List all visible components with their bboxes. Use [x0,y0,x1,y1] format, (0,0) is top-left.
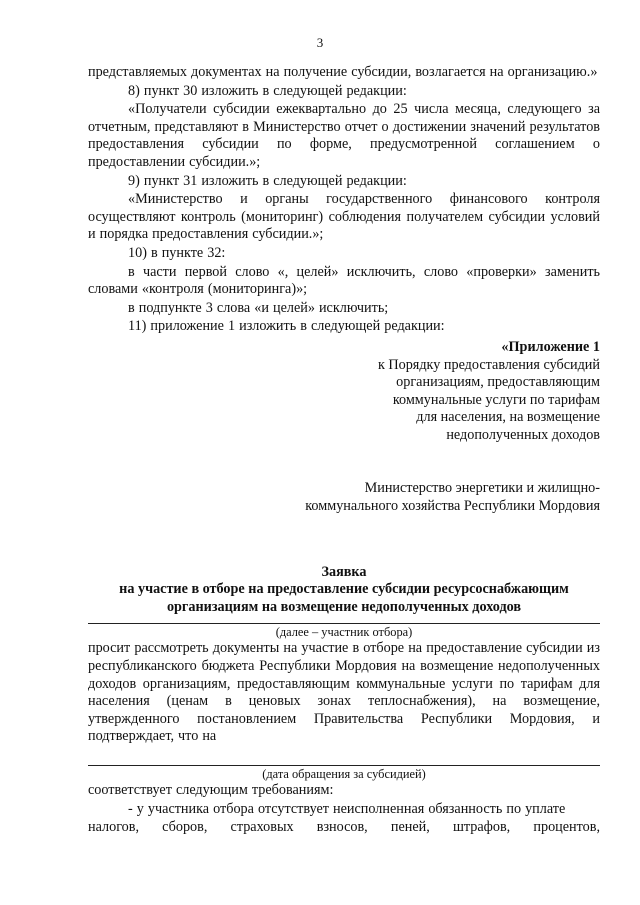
appendix-line: к Порядку предоставления субсидий [377,356,600,373]
appendix-heading: «Приложение 1 [501,338,600,355]
ministry-line: коммунального хозяйства Республики Мордовия [305,498,600,515]
paragraph-continuation: представляемых документах на получение субсидии, возлагается на организацию.» [88,64,598,80]
request-paragraph: просит рассмотреть документы на участие в отборе на предоставление субсидии из республиканского бюджета Республики Мордовия на возмещение недополученных доходов организациям, предоставляющим коммунальные услуги по тарифам для населения (ценам в ценовых зонах теплоснабжения), на возмещение, утвержденного постановлением Правительства Республики Мордовия, и подтверждает, что на [88,640,600,745]
requirements-intro: соответствует следующим требованиям: [88,782,334,798]
date-fill-line [88,765,600,766]
form-title [88,564,600,617]
ministry-addressee [88,480,600,515]
date-caption: (дата обращения за субсидией) [262,767,426,781]
appendix-line: организациям, предоставляющим [396,374,600,391]
appendix-header [88,339,600,445]
document-body [88,64,600,838]
requirement-1-line-1: - у участника отбора отсутствует неисполненная обязанность по уплате [128,800,566,817]
paragraph-item-10-part-one: в части первой слово «, целей» исключить, слово «проверки» заменить словами «контроля (мониторинга)»; [88,263,600,298]
paragraph-item-8-text: «Получатели субсидии ежеквартально до 25 числа месяца, следующего за отчетным, представляют в Министерство отчет о достижении значений результатов предоставления субсидии по форме, предусмотренной соглашением о предоставлении субсидии.»; [88,101,600,170]
form-title-line: организациям на возмещение недополученных доходов [166,598,522,615]
paragraph-item-9-text: «Министерство и органы государственного финансового контроля осуществляют контроль (мониторинг) соблюдения получателем субсидии условий и порядка предоставления субсидии.»; [88,191,600,243]
participant-caption: (далее – участник отбора) [275,625,413,640]
paragraph-item-11: 11) приложение 1 изложить в следующей редакции: [128,318,445,335]
participant-fill-line [88,623,600,624]
form-title-line: на участие в отборе на предоставление субсидии ресурсоснабжающим [119,581,569,598]
ministry-line: Министерство энергетики и жилищно- [364,480,600,497]
appendix-line: для населения, на возмещение [416,409,600,426]
page-number: 3 [316,35,324,50]
requirement-1-line-2: налогов, сборов, страховых взносов, пеней, штрафов, процентов, [88,819,600,836]
appendix-line: недополученных доходов [446,426,600,443]
paragraph-item-9: 9) пункт 31 изложить в следующей редакции: [128,172,407,189]
paragraph-item-10: 10) в пункте 32: [128,244,226,261]
paragraph-item-8: 8) пункт 30 изложить в следующей редакции: [128,82,407,99]
appendix-line: коммунальные услуги по тарифам [392,391,600,408]
form-title-main: Заявка [321,563,367,580]
paragraph-item-10-subpoint-3: в подпункте 3 слова «и целей» исключить; [128,299,389,316]
